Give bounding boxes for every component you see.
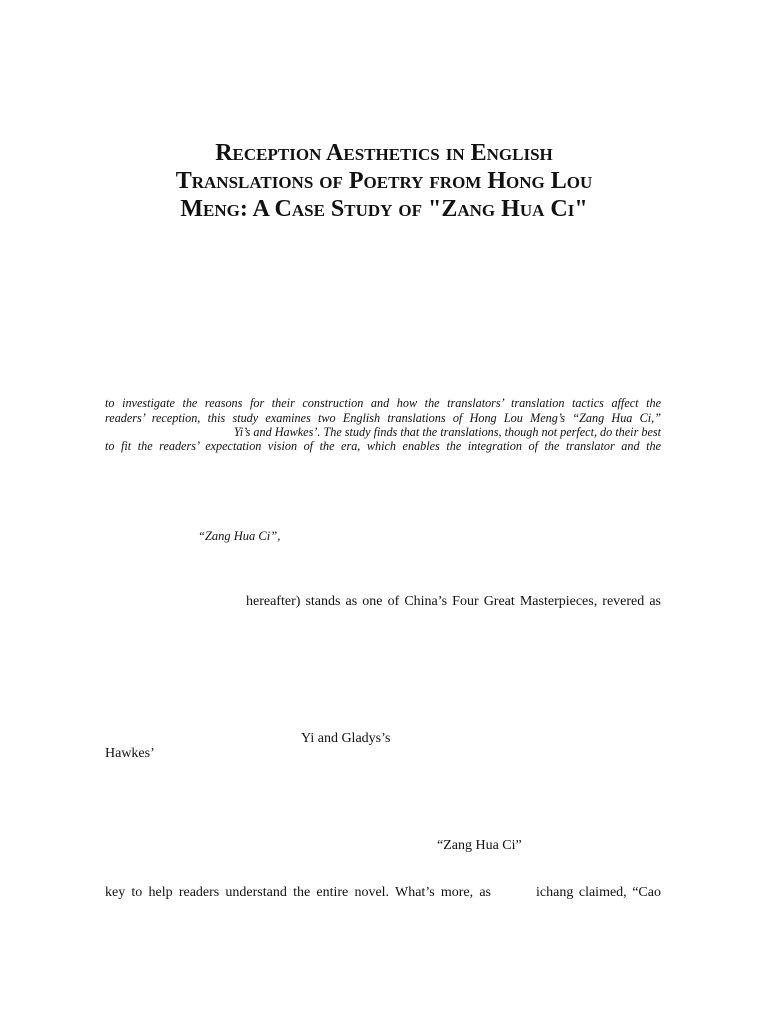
body-line-5-left: key to help readers understand the entire novel. What’s more, as (105, 885, 491, 900)
title-line-3: Meng: A Case Study of "Zang Hua Ci" (180, 196, 588, 222)
body-fragment-3: Hawkes’ (105, 746, 155, 761)
body-fragment-2: Yi and Gladys’s (301, 731, 391, 746)
paper-title (104, 139, 664, 223)
abstract-line-3: Yi’s and Hawkes’. The study finds that the translations, though not perfect, do their best (233, 425, 661, 439)
keywords-fragment: “Zang Hua Ci”, (198, 529, 281, 543)
body-line-5-right: ichang claimed, “Cao (536, 885, 661, 900)
body-fragment-1: hereafter) stands as one of China’s Four Great Masterpieces, revered as (246, 594, 661, 609)
abstract-line-1: to investigate the reasons for their construction and how the translators’ translation tactics affect the (105, 396, 661, 410)
abstract-line-2: readers’ reception, this study examines two English translations of Hong Lou Meng’s “Zang Hua Ci,” (105, 411, 661, 425)
title-line-2: Translations of Poetry from Hong Lou (175, 168, 593, 194)
abstract-line-4: to fit the readers’ expectation vision of the era, which enables the integration of the translator and the (105, 439, 661, 453)
title-line-1: Reception Aesthetics in English (215, 140, 553, 166)
body-fragment-4: “Zang Hua Ci” (437, 838, 522, 853)
